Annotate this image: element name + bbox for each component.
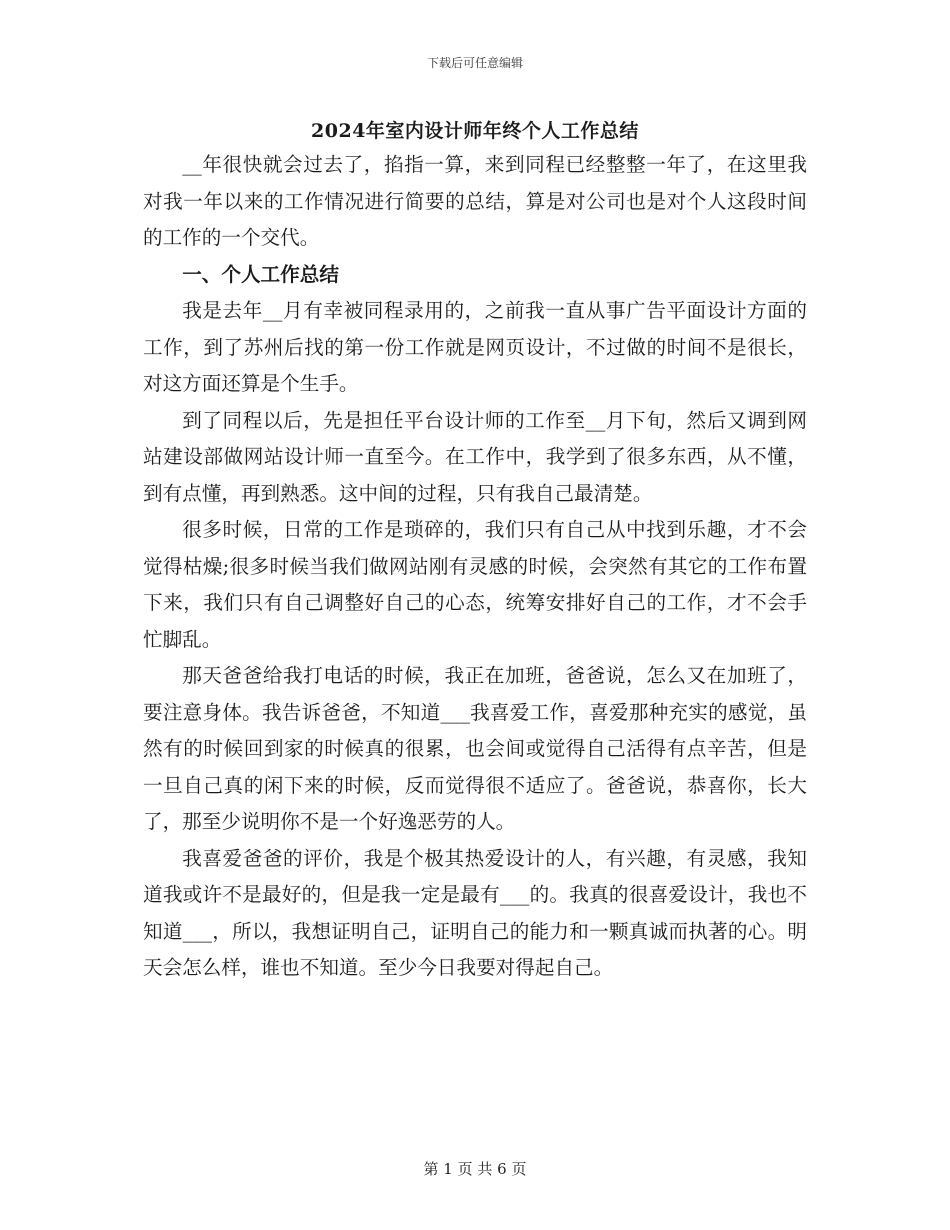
document-body	[143, 147, 807, 987]
paragraph: 很多时候，日常的工作是琐碎的，我们只有自己从中找到乐趣，才不会觉得枯燥;很多时候当我们做网站刚有灵感的时候，会突然有其它的工作布置下来，我们只有自己调整好自己的心态，统筹安排好自己的工作，才不会手忙脚乱。	[143, 518, 807, 651]
header-note: 下载后可任意编辑	[426, 56, 523, 70]
paragraph: 我是去年__月有幸被同程录用的，之前我一直从事广告平面设计方面的工作，到了苏州后找的第一份工作就是网页设计，不过做的时间不是很长，对这方面还算是个生手。	[143, 299, 807, 395]
section-heading: 一、个人工作总结	[182, 262, 339, 286]
paragraph-intro: __年很快就会过去了，掐指一算，来到同程已经整整一年了，在这里我对我一年以来的工作情况进行简要的总结，算是对公司也是对个人这段时间的工作的一个交代。	[143, 153, 807, 249]
document-title: 2024年室内设计师年终个人工作总结	[311, 120, 639, 142]
paragraph: 到了同程以后，先是担任平台设计师的工作至__月下旬，然后又调到网站建设部做网站设计师一直至今。在工作中，我学到了很多东西，从不懂，到有点懂，再到熟悉。这中间的过程，只有我自己最清楚。	[143, 408, 807, 505]
paragraph: 我喜爱爸爸的评价，我是个极其热爱设计的人，有兴趣，有灵感，我知道我或许不是最好的，但是我一定是最有___的。我真的很喜爱设计，我也不知道___，所以，我想证明自己，证明自己的能力和一颗真诚而执著的心。明天会怎么样，谁也不知道。至少今日我要对得起自己。	[143, 846, 807, 979]
page-number-footer: 第 1 页 共 6 页	[423, 1160, 527, 1178]
paragraph: 那天爸爸给我打电话的时候，我正在加班，爸爸说，怎么又在加班了，要注意身体。我告诉爸爸，不知道___我喜爱工作，喜爱那种充实的感觉，虽然有的时候回到家的时候真的很累，也会间或觉得自己活得有点辛苦，但是一旦自己真的闲下来的时候，反而觉得很不适应了。爸爸说，恭喜你，长大了，那至少说明你不是一个好逸恶劳的人。	[143, 664, 807, 833]
